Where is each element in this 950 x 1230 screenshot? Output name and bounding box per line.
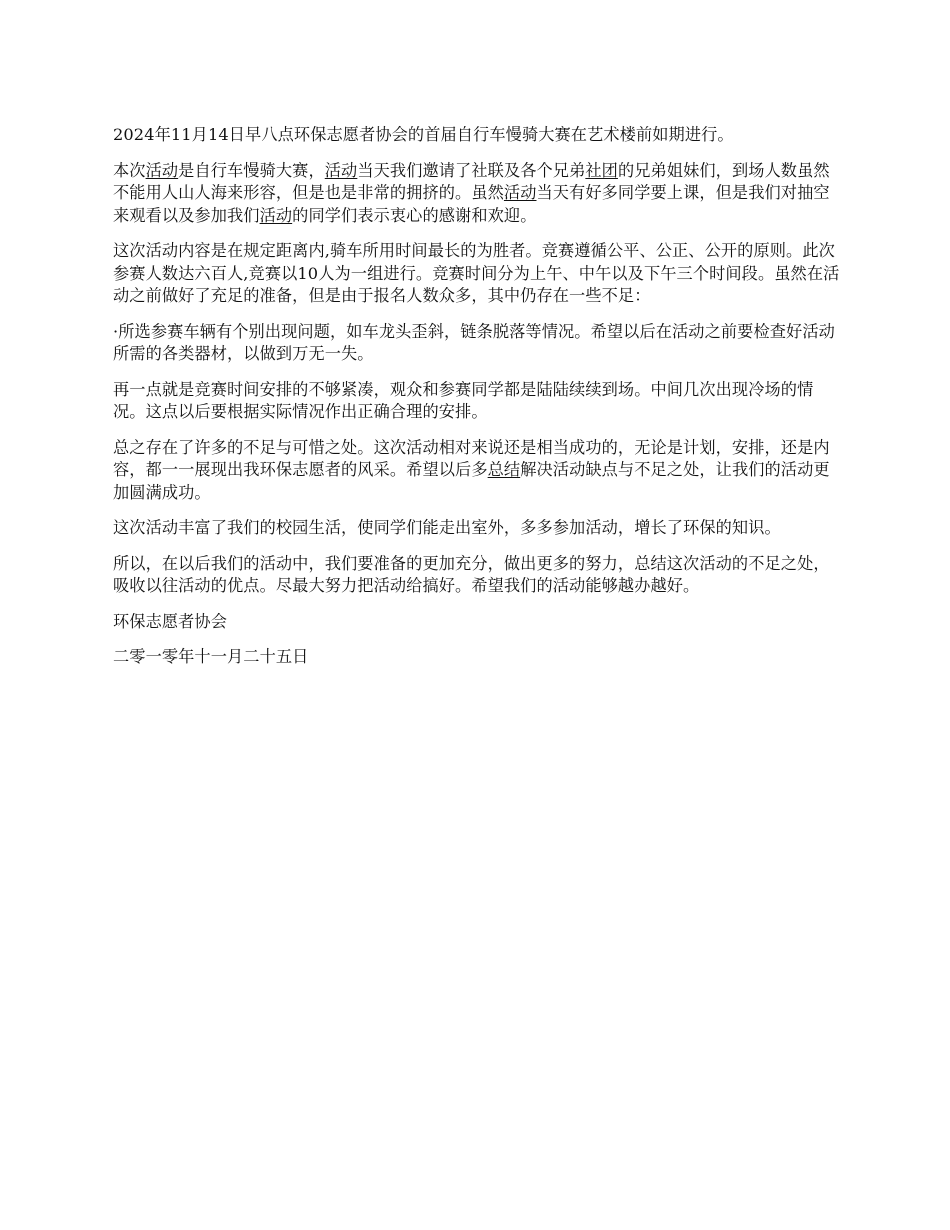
inline-link[interactable]: 总结 [487,460,521,479]
text-run: 当天我们邀请了社联及各个兄弟 [357,160,586,180]
paragraph [113,437,843,505]
text-run: 这次活动内容是在规定距离内,骑车所用时间最长的为胜者。竞赛遵循公平、公正、公开的原则。此次参赛人数达六百人,竞赛以10人为一组进行。竞赛时间分为上午、中午以及下午三个时间段。虽然在活动之前做好了充足的准备，但是由于报名人数众多，其中仍存在一些不足： [113,241,840,305]
paragraph [113,321,843,366]
paragraph [113,379,843,424]
text-run: 总之存在了许多的不足与可惜之处。这次活动相对来说还是相当成功的，无论是计划，安排，还是内容，都一一展现出我环保志愿者的风采。希望以后多 [113,437,830,479]
paragraph [113,517,843,540]
paragraph [113,124,843,147]
text-run: 所以，在以后我们的活动中，我们要准备的更加充分，做出更多的努力，总结这次活动的不足之处，吸收以往活动的优点。尽最大努力把活动给搞好。希望我们的活动能够越办越好。 [113,553,830,595]
paragraph [113,553,843,598]
text-run: 再一点就是竞赛时间安排的不够紧凑，观众和参赛同学都是陆陆续续到场。中间几次出现冷场的情况。这点以后要根据实际情况作出正确合理的安排。 [113,379,814,421]
text-run: 是自行车慢骑大赛， [178,160,325,180]
text-run: 这次活动丰富了我们的校园生活，使同学们能走出室外，多多参加活动，增长了环保的知识。 [113,518,781,537]
document-body [113,124,843,682]
inline-link[interactable]: 活动 [259,205,293,225]
text-run: ·所选参赛车辆有个别出现问题，如车龙头歪斜，链条脱落等情况。希望以后在活动之前要检查好活动所需的各类器材，以做到万无一失。 [113,321,835,363]
text-run: 2024年11月14日早八点环保志愿者协会的首届自行车慢骑大赛在艺术楼前如期进行。 [113,125,734,144]
text-run: 环保志愿者协会 [113,611,228,631]
text-run: 的兄弟姐妹们，到场人数虽然不能用人山人海来形容，但是也是非常的拥挤的。虽然 [113,160,830,202]
paragraph [113,160,843,228]
inline-link[interactable]: 活动 [145,160,179,180]
text-run: 本次 [113,160,146,180]
text-run: 的同学们表示衷心的感谢和欢迎。 [292,205,537,225]
inline-link[interactable]: 活动 [503,183,537,202]
inline-link[interactable]: 社团 [585,160,618,180]
text-run: 当天有好多同学要上课，但是我们对抽空来观看以及参加我们 [113,183,830,225]
paragraph [113,646,843,669]
text-run: 二零一零年十一月二十五日 [113,647,309,666]
paragraph [113,240,843,308]
paragraph [113,611,843,634]
text-run: 解决活动缺点与不足之处，让我们的活动更加圆满成功。 [113,460,830,502]
inline-link[interactable]: 活动 [324,160,358,180]
